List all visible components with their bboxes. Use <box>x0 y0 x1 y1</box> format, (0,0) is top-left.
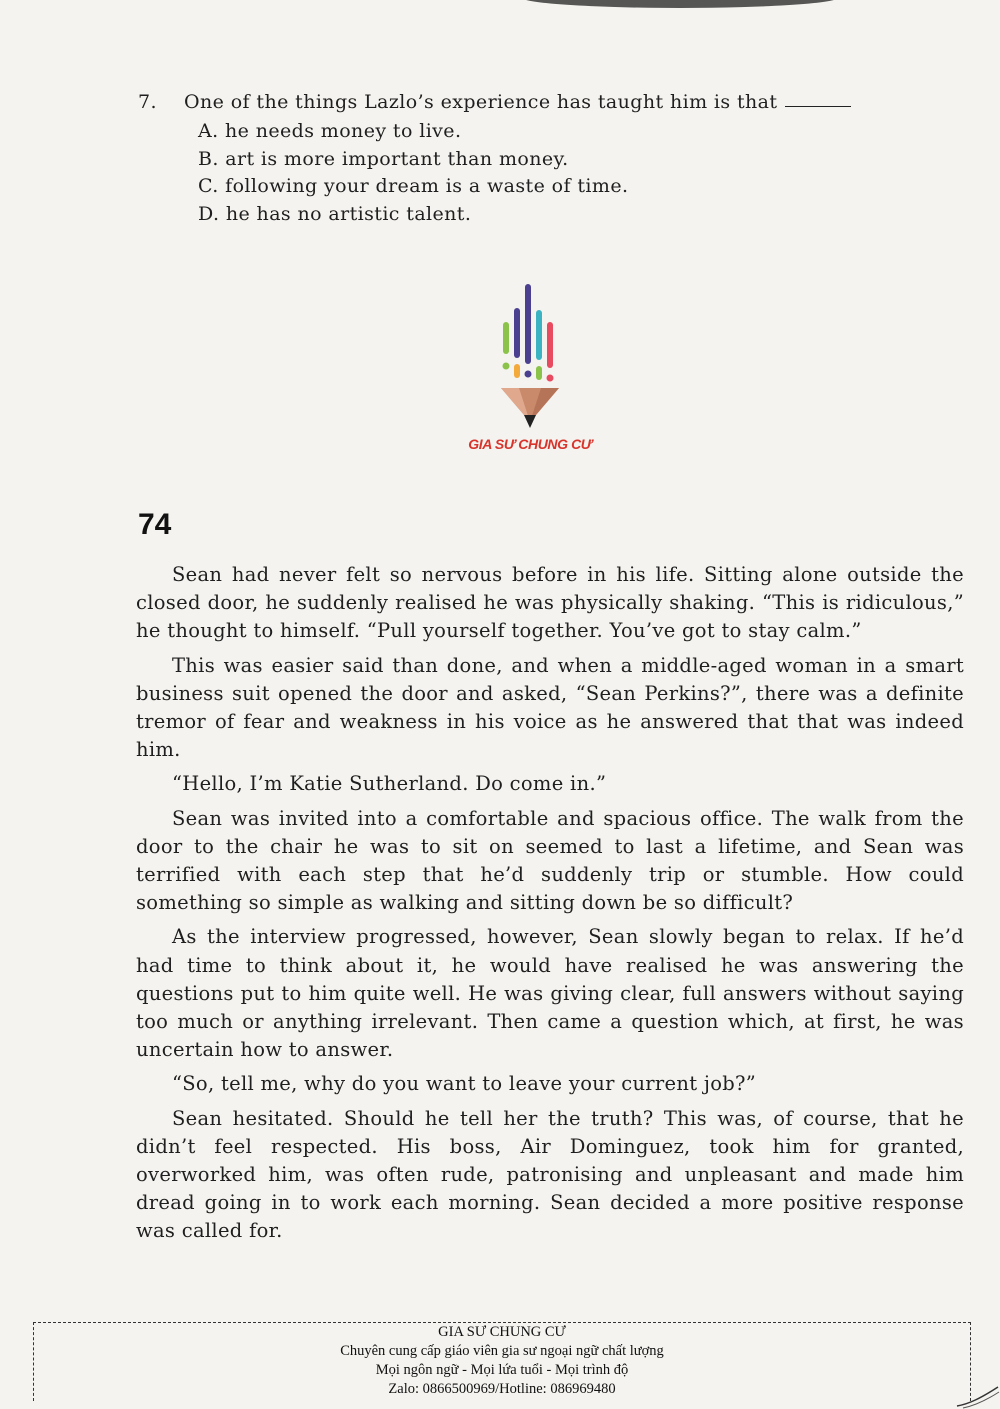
footer-tagline: Chuyên cung cấp giáo viên gia sư ngoại ngữ chất lượng <box>340 1343 664 1359</box>
footer-contact: Zalo: 0866500969/Hotline: 086969480 <box>388 1381 616 1397</box>
option-a: A. he needs money to live. <box>198 120 462 142</box>
footer-scope: Mọi ngôn ngữ - Mọi lứa tuổi - Mọi trình độ <box>375 1362 629 1378</box>
question-number: 7. <box>138 91 157 113</box>
unit-number: 74 <box>138 508 172 541</box>
answer-blank <box>785 86 851 107</box>
paragraph-2: This was easier said than done, and when a middle-aged woman in a smart business suit opened the door and asked, “Sean Perkins?”, there was a definite tremor of fear and weakness in his voice as he answered that that was indeed him. <box>136 653 964 762</box>
question-text: One of the things Lazlo’s experience has taught him is that <box>184 91 778 113</box>
paragraph-1: Sean had never felt so nervous before in his life. Sitting alone outside the closed door, he suddenly realised he was physically shaking. “This is ridiculous,” he thought to himself. “Pull yourself together. You’ve got to stay calm.” <box>136 563 964 643</box>
scan-shadow <box>520 0 840 8</box>
option-c: C. following your dream is a waste of time. <box>198 175 629 197</box>
footer-box <box>33 1322 971 1401</box>
logo-caption: GIA SƯ CHUNG CƯ <box>468 436 592 452</box>
paragraph-7: Sean hesitated. Should he tell her the truth? This was, of course, that he didn’t feel respected. His boss, Air Dominguez, took him for granted, overworked him, was often rude, patronising and unpleasant and made him dread going in to work each morning. Sean decided a more positive response was called for. <box>136 1106 964 1243</box>
pencil-bars-logo-icon <box>495 282 565 430</box>
paragraph-5: As the interview progressed, however, Sean slowly began to relax. If he’d had time to think about it, he would have realised he was answering the questions put to him quite well. He was giving clear, full answers without saying too much or anything irrelevant. Then came a question which, at first, he was uncertain how to answer. <box>136 925 964 1062</box>
question-7 <box>138 86 958 228</box>
footer-brand: GIA SƯ CHUNG CƯ <box>438 1324 566 1340</box>
paragraph-3: “Hello, I’m Katie Sutherland. Do come in.” <box>172 772 607 796</box>
question-stem <box>138 86 958 118</box>
option-d: D. he has no artistic talent. <box>198 202 472 225</box>
corner-scribble-icon <box>955 1384 1000 1409</box>
reading-passage <box>136 561 964 1252</box>
logo <box>430 282 630 462</box>
option-b: B. art is more important than money. <box>198 147 569 170</box>
paragraph-4: Sean was invited into a comfortable and spacious office. The walk from the door to the chair he was to sit on seemed to last a lifetime, and Sean was terrified with each step that he’d suddenly trip or stumble. How could something so simple as walking and sitting down be so difficult? <box>136 806 964 915</box>
paragraph-6: “So, tell me, why do you want to leave your current job?” <box>172 1072 757 1096</box>
